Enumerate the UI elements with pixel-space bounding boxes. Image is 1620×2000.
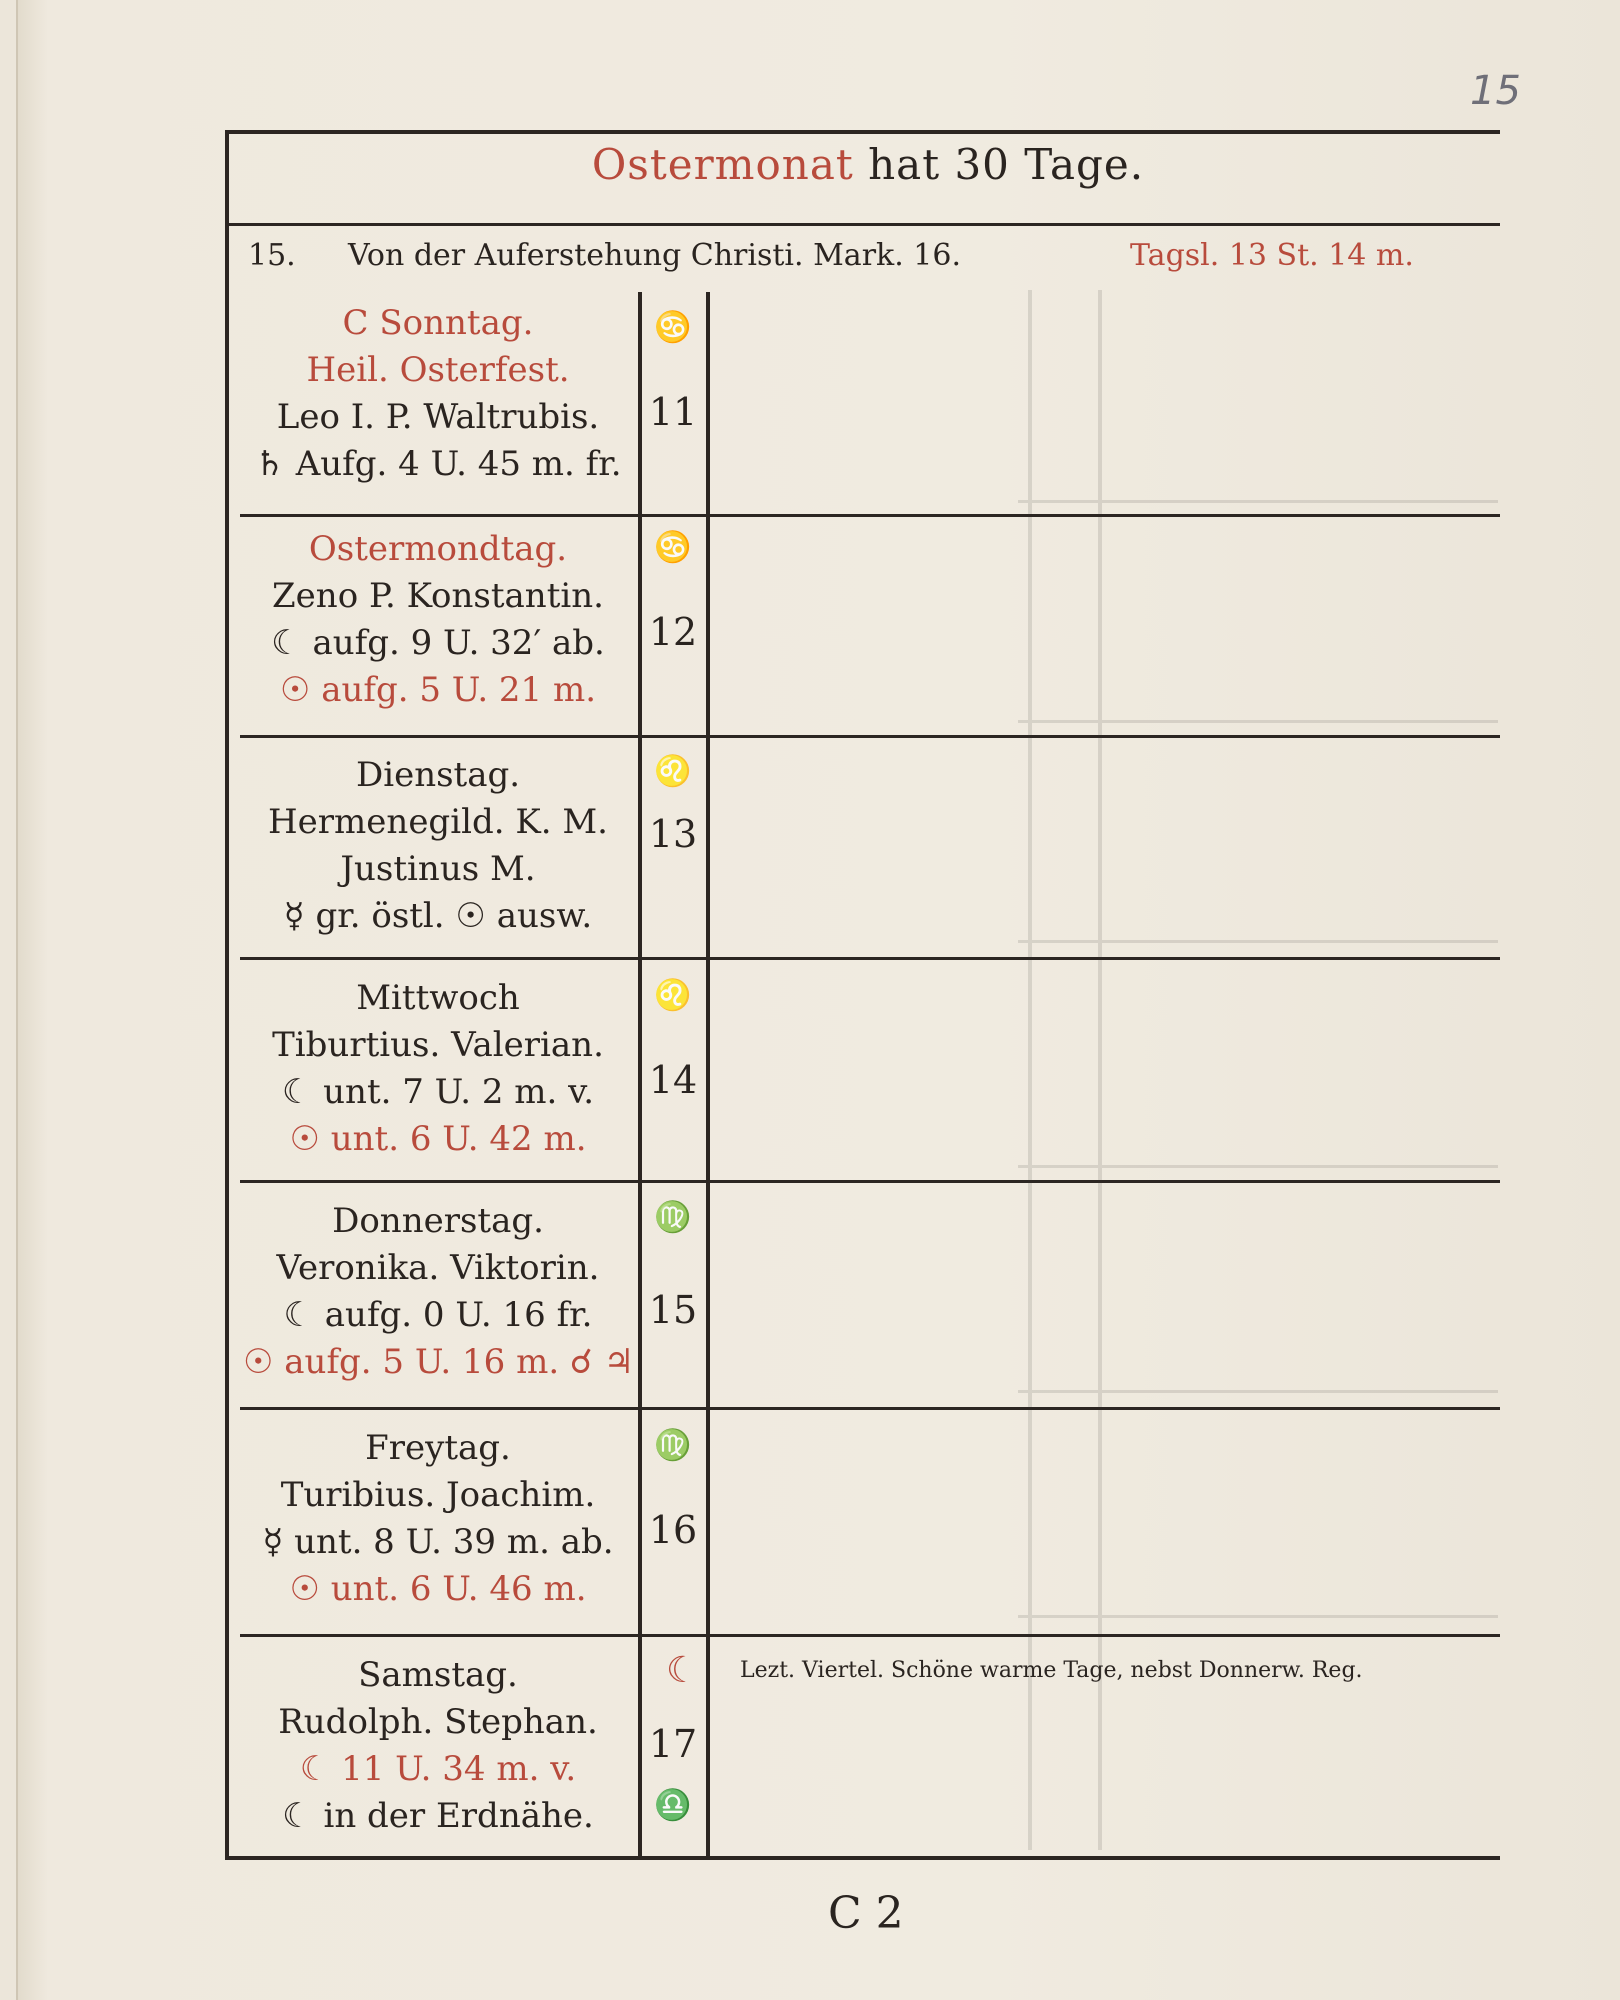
day-line: Samstag.	[358, 1655, 518, 1695]
day-line: ☉ unt. 6 U. 46 m.	[289, 1569, 587, 1609]
page	[16, 0, 1620, 2000]
day-line: ☿ unt. 8 U. 39 m. ab.	[262, 1522, 614, 1562]
day-line: Leo I. P. Waltrubis.	[276, 397, 600, 437]
day-date: 15	[648, 1288, 698, 1332]
day-line: Freytag.	[365, 1428, 511, 1468]
day-line: Tiburtius. Valerian.	[272, 1025, 604, 1065]
zodiac-sign: ♍	[654, 1200, 692, 1235]
day-line: ☾ in der Erdnähe.	[282, 1796, 594, 1836]
day-line: C Sonntag.	[342, 303, 534, 343]
day-line: Turibius. Joachim.	[280, 1475, 596, 1515]
gathering-signature: C 2	[828, 1888, 904, 1939]
left-rule	[225, 132, 229, 1860]
zodiac-sign: ♌	[654, 754, 692, 789]
date-column-left-rule	[638, 292, 642, 1858]
week-number: 15.	[248, 238, 296, 273]
day-line: ☉ unt. 6 U. 42 m.	[289, 1119, 587, 1159]
day-line: Zeno P. Konstantin.	[272, 576, 604, 616]
day-line: ☾ aufg. 9 U. 32′ ab.	[271, 623, 605, 663]
day-line: Hermenegild. K. M.	[268, 802, 608, 842]
day-line: ☾ aufg. 0 U. 16 fr.	[283, 1295, 593, 1335]
day-date: 13	[648, 812, 698, 856]
day-date: 11	[648, 390, 698, 434]
weather-note: Lezt. Viertel. Schöne warme Tage, nebst Donnerw. Reg.	[740, 1658, 1363, 1683]
day-line: ☾ 11 U. 34 m. v.	[299, 1749, 577, 1789]
day-entry	[243, 1425, 633, 1613]
day-line: ☉ aufg. 5 U. 21 m.	[279, 670, 597, 710]
day-date: 16	[648, 1508, 698, 1552]
month-name: Ostermonat	[591, 140, 854, 189]
header-rule	[225, 223, 1500, 226]
top-rule	[225, 130, 1500, 134]
bleed-through-shadow	[1018, 290, 1498, 1850]
day-entry	[243, 975, 633, 1163]
page-number: 15	[1470, 68, 1521, 114]
moon-phase-icon: ☾	[666, 1650, 699, 1691]
day-line: Dienstag.	[355, 755, 521, 795]
day-entry	[243, 752, 633, 940]
zodiac-sign: ♋	[654, 310, 692, 345]
day-entry	[243, 1198, 633, 1386]
month-days: hat 30 Tage.	[868, 140, 1145, 189]
day-line: Heil. Osterfest.	[306, 350, 570, 390]
bottom-rule	[225, 1856, 1500, 1860]
day-line: Mittwoch	[356, 978, 520, 1018]
page-title	[238, 140, 1498, 189]
day-entry	[243, 526, 633, 714]
day-entry	[243, 300, 633, 488]
day-line: ☾ unt. 7 U. 2 m. v.	[281, 1072, 595, 1112]
day-date: 12	[648, 610, 698, 654]
day-date: 14	[648, 1058, 698, 1102]
day-line: Veronika. Viktorin.	[276, 1248, 600, 1288]
zodiac-sign: ♌	[654, 978, 692, 1013]
day-line: ♄ Aufg. 4 U. 45 m. fr.	[254, 444, 622, 484]
date-column-right-rule	[706, 292, 710, 1858]
day-line: Ostermondtag.	[308, 529, 568, 569]
day-line: ☿ gr. östl. ☉ ausw.	[283, 896, 593, 936]
day-line: Rudolph. Stephan.	[278, 1702, 598, 1742]
zodiac-sign: ♋	[654, 530, 692, 565]
day-entry	[243, 1652, 633, 1840]
day-line: ☉ aufg. 5 U. 16 m. ☌ ♃	[243, 1342, 635, 1382]
day-date: 17	[648, 1722, 698, 1766]
day-line: Donnerstag.	[332, 1201, 544, 1241]
gospel-reading: Von der Auferstehung Christi. Mark. 16.	[348, 238, 961, 273]
day-line: Justinus M.	[340, 849, 536, 889]
day-length: Tagsl. 13 St. 14 m.	[1130, 238, 1414, 273]
zodiac-sign: ♎	[654, 1788, 692, 1823]
zodiac-sign: ♍	[654, 1428, 692, 1463]
